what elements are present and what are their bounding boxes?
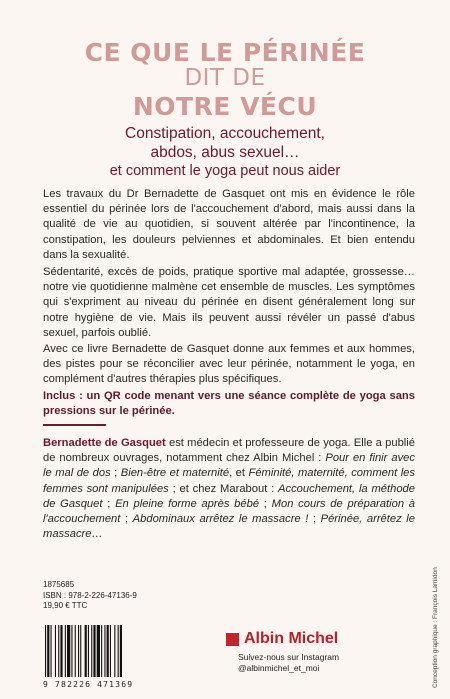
barcode-bar [58, 625, 59, 677]
barcode-bar [51, 625, 52, 677]
barcode-bar [47, 625, 49, 677]
barcode-bar [91, 625, 92, 677]
barcode-bar [101, 625, 102, 677]
publisher-logo [226, 630, 338, 648]
barcode-bar [45, 625, 46, 677]
subtitle-line-3: et comment le yoga peut nous aider [109, 163, 341, 179]
instagram-note: Suivez-nous sur Instagram @albinmichel_et_moi [238, 652, 340, 673]
book-title: Pour en finir avec le mal de dos [43, 452, 415, 480]
barcode-number: 9 782226 471369 [43, 680, 134, 689]
body-paragraph-2: Sédentarité, excès de poids, pratique sportive mal adaptée, grossesse… notre vie quotidienne malmène cet ensemble de muscles. Les symptômes qui s'expriment au niveau du périnée en disent généralement long sur notre hygiène de vie. Mais ils peuvent aussi révéler un passé d'abus sexuel, parfois oublié. [43, 266, 415, 339]
publisher-name: Albin Michel [244, 630, 339, 647]
instagram-handle: @albinmichel_et_moi [238, 663, 320, 673]
book-title: Accouchement, la méthode de Gasquet [43, 482, 415, 510]
barcode-bar [88, 625, 89, 677]
price: 19,90 € TTC [43, 601, 88, 610]
book-title: Féminité, maternité, comment les femmes sont manipulées [43, 467, 415, 495]
book-title: Bien-être et maternité [120, 467, 230, 480]
book-title: En pleine forme après bébé [115, 497, 260, 510]
subtitle-line-2: abdos, abus sexuel… [150, 144, 300, 161]
product-codes [43, 580, 137, 612]
subtitle-line-1: Constipation, accouchement, [125, 125, 325, 142]
barcode-bar [118, 625, 119, 677]
title-line-1: CE QUE LE PÉRINÉE [84, 38, 366, 67]
title-line-2: DIT DE [184, 65, 266, 91]
included-note: Inclus : un QR code menant vers une séance complète de yoga sans pressions sur le périnée. [43, 390, 415, 418]
barcode-bar [75, 625, 76, 677]
divider [43, 424, 106, 426]
barcode-bar [107, 625, 109, 677]
body-paragraph-1: Les travaux du Dr Bernadette de Gasquet ont mis en évidence le rôle essentiel du périnée lors de l'accouchement d'abord, mais aussi dans la qualité de vie au quotidien, si souvent altérée par l'incontinence, la constipation, les douleurs pelviennes et abdominales. Et bien entendu dans la sexualité. [43, 188, 415, 261]
design-credit: Conception graphique : François Lamidon [432, 567, 439, 688]
barcode-bar [71, 625, 72, 677]
author-bio: Bernadette de Gasquet est médecin et professeure de yoga. Elle a publié de nombreux ouvrages, notamment chez Albin Michel : Pour en finir avec le mal de dos ; Bien-être et maternité, et Féminité, maternité, comment les femmes sont manipulées ; et chez Marabout : Accouchement, la méthode de Gasquet ; En pleine forme après bébé ; Mon cours de préparation à l'accouchement ; Abdominaux arrêtez le massacre ! ; Périnée, arrêtez le massacre… [43, 437, 415, 541]
book-title: Mon cours de préparation à l'accouchement [43, 497, 415, 526]
barcode-bar [120, 625, 122, 677]
barcode-bar [85, 625, 87, 677]
book-title: Abdominaux arrêtez le massacre ! [132, 513, 309, 526]
barcode-bar [80, 625, 81, 677]
author-name: Bernadette de Gasquet [43, 437, 166, 449]
barcode-bar [110, 625, 111, 677]
barcode-bar [78, 625, 79, 677]
body-paragraph-3: Avec ce livre Bernadette de Gasquet donne aux femmes et aux hommes, des pistes pour se réconcilier avec leur périnée, notamment le yoga, en complément d'autres thérapies plus spécifiques. [43, 343, 415, 386]
barcode-bar [104, 625, 105, 677]
book-title: Périnée, arrêtez le massacre… [43, 513, 415, 541]
barcode-bar [67, 625, 70, 677]
barcode-bar [114, 625, 115, 677]
title-line-3: NOTRE VÉCU [132, 92, 318, 121]
reference-number: 1875685 [43, 580, 75, 589]
barcode-bar [93, 625, 95, 677]
barcode-bar [97, 625, 100, 677]
barcode-bar [55, 625, 56, 677]
barcode-bar [60, 625, 62, 677]
logo-square-icon [226, 633, 239, 646]
isbn: ISBN : 978-2-226-47136-9 [43, 590, 137, 600]
barcode-bar [65, 625, 66, 677]
barcode [43, 625, 158, 681]
